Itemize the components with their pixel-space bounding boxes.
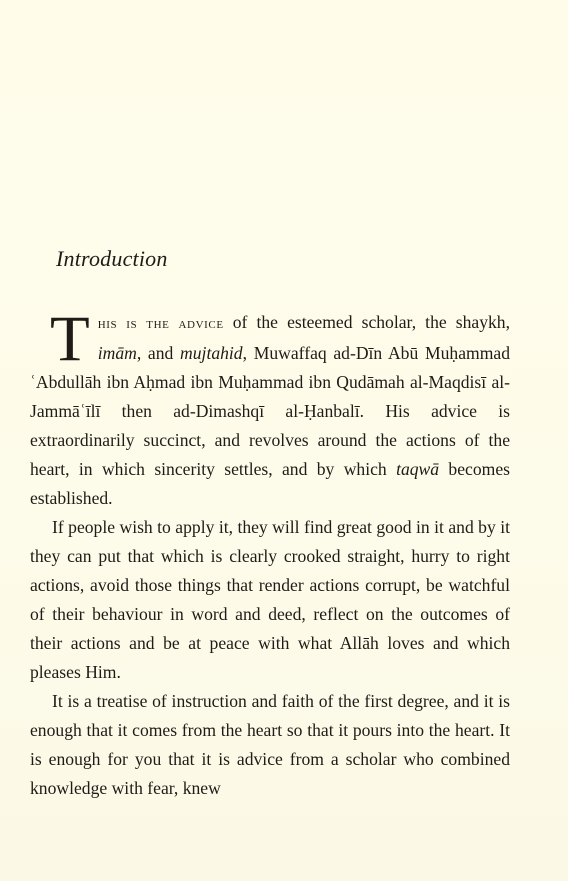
italic-term-mujtahid: mujtahid [180,343,243,363]
paragraph-1-text-c: , Muwaffaq ad-Dīn Abū Muḥammad ʿAbdullāh ibn Aḥmad ibn Muḥammad ibn Qudāmah al-Maqdisī al-Jammāʿīlī then ad-Dimashqī al-Ḥanbalī. His advice is extraordinarily succinct, and revolves around the actions of the heart, in which sincerity settles, and by which [30,343,510,479]
opening-small-caps: his is the advice [97,316,224,332]
paragraph-1-text-b: , and [136,343,181,363]
drop-cap: T [50,303,90,375]
paragraph-1-text-d: becomes established. [30,459,510,508]
paragraph-1 [30,303,511,513]
body-text [30,303,511,803]
chapter-heading: Introduction [56,246,168,271]
paragraph-3: It is a treatise of instruction and faith of the first degree, and it is enough that it comes from the heart so that it pours into the heart. It is enough for you that it is advice from a scholar who combined knowledge with fear, knew [30,691,510,798]
italic-term-imam: imām [97,343,137,363]
paragraph-2: If people wish to apply it, they will find great good in it and by it they can put that which is clearly crooked straight, hurry to right actions, avoid those things that render actions corrupt, be watchful of their behaviour in word and deed, reflect on the outcomes of their actions and be at peace with what Allāh loves and which pleases Him. [30,517,510,682]
paragraph-1-text-a: of the esteemed scholar, the shaykh, [223,312,511,332]
italic-term-taqwa: taqwā [396,459,440,479]
